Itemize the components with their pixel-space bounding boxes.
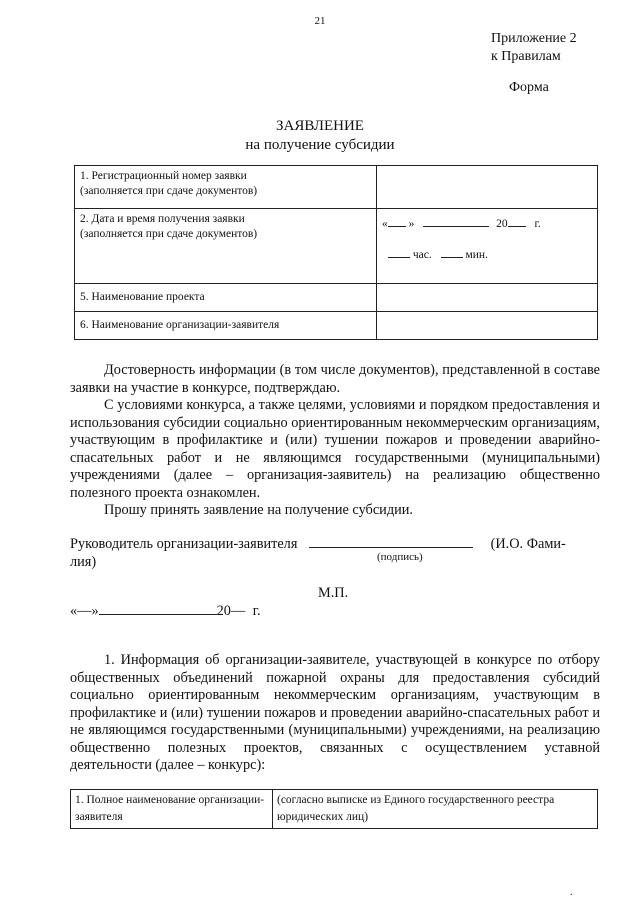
table-cell-value [377,166,598,209]
name-label: (И.О. Фами- [490,536,566,552]
date-quotes: «—» [70,603,99,619]
signature-caption: (подпись) [377,551,423,563]
table-row [75,166,598,209]
table-row [75,312,598,340]
name-label-continued: лия) [70,554,97,570]
date-year: 20— [216,603,246,619]
signature-date-line [70,602,261,620]
close-quote: » [408,218,415,230]
table-cell-value [377,284,598,312]
row-label: 2. Дата и время получения заявки [80,213,245,225]
section-1-text [70,652,600,775]
application-registration-table [74,165,598,340]
date-time-cell [377,209,598,284]
document-title [0,117,640,155]
day-blank [388,214,406,227]
row-note: (заполняется при сдаче документов) [80,228,258,240]
date-month-blank [99,602,217,615]
date-suffix: г. [252,603,261,619]
section-1-paragraph: 1. Информация об организации-заявителе, участвующей в конкурсе по отбору общественных объединений пожарной охраны для предоставления субсидий социально ориентированным некоммерческим организациям, участвующим в профилактике и (или) тушении пожаров и проведении аварийно-спасательных работ и не являющимся государственными (муниципальными) учреждениями, на реализацию общественно полезных проектов, связанных с осуществлением уставной деятельности (далее – конкурс): [70,652,600,773]
table-cell-value: (согласно выписке из Единого государственного реестра юридических лиц) [273,790,598,829]
table-cell-label: 1. Полное наименование организации-заявителя [71,790,273,829]
title-sub: на получение субсидии [245,137,395,153]
signature-blank [309,535,473,548]
minutes-blank [441,245,463,258]
paragraph-conditions: С условиями конкурса, а также целями, условиями и порядком предоставления и использования субсидии социально ориентированным некоммерческим организациям, участвующим в профилактике и (или) тушении пожаров и проведении аварийно-спасательных работ и не являющимся государственными (муниципальными) учреждениями (далее – организация-заявитель) на реализацию общественно полезного проекта ознакомлен. [70,397,600,501]
table-cell-label: 5. Наименование проекта [75,284,377,312]
table-cell-label [75,209,377,284]
table-row [75,209,598,284]
date-fill-line [382,214,592,232]
appendix-line-1: Приложение 2 [491,31,577,46]
hours-blank [388,245,410,258]
row-label: 1. Регистрационный номер заявки [80,170,247,182]
paragraph-reliability: Достоверность информации (в том числе документов), представленной в составе заявки на участие в конкурсе, подтверждаю. [70,362,600,396]
organization-info-table [70,789,598,829]
table-cell-label: 6. Наименование организации-заявителя [75,312,377,340]
appendix-reference [491,30,577,66]
page-number: 21 [314,15,326,27]
table-cell-value [377,312,598,340]
hours-label: час. [412,249,432,261]
year-blank [508,214,526,227]
time-fill-line [388,245,592,263]
paragraph-request: Прошу принять заявление на получение субсидии. [104,502,413,518]
minutes-label: мин. [465,249,488,261]
year-suffix: г. [534,218,541,230]
table-row [71,790,598,829]
table-cell-label [75,166,377,209]
month-blank [423,214,489,227]
stamp-place: М.П. [318,585,349,601]
signature-line [70,535,600,571]
title-main: ЗАЯВЛЕНИЕ [276,118,364,134]
appendix-line-2: к Правилам [491,49,561,64]
year-prefix: 20 [496,218,508,230]
row-note: (заполняется при сдаче документов) [80,185,258,197]
table-row [75,284,598,312]
declaration-text [70,362,600,520]
form-label: Форма [509,80,549,95]
head-label: Руководитель организации-заявителя [70,536,298,552]
corner-mark: . [570,887,573,898]
open-quote: « [382,218,388,230]
